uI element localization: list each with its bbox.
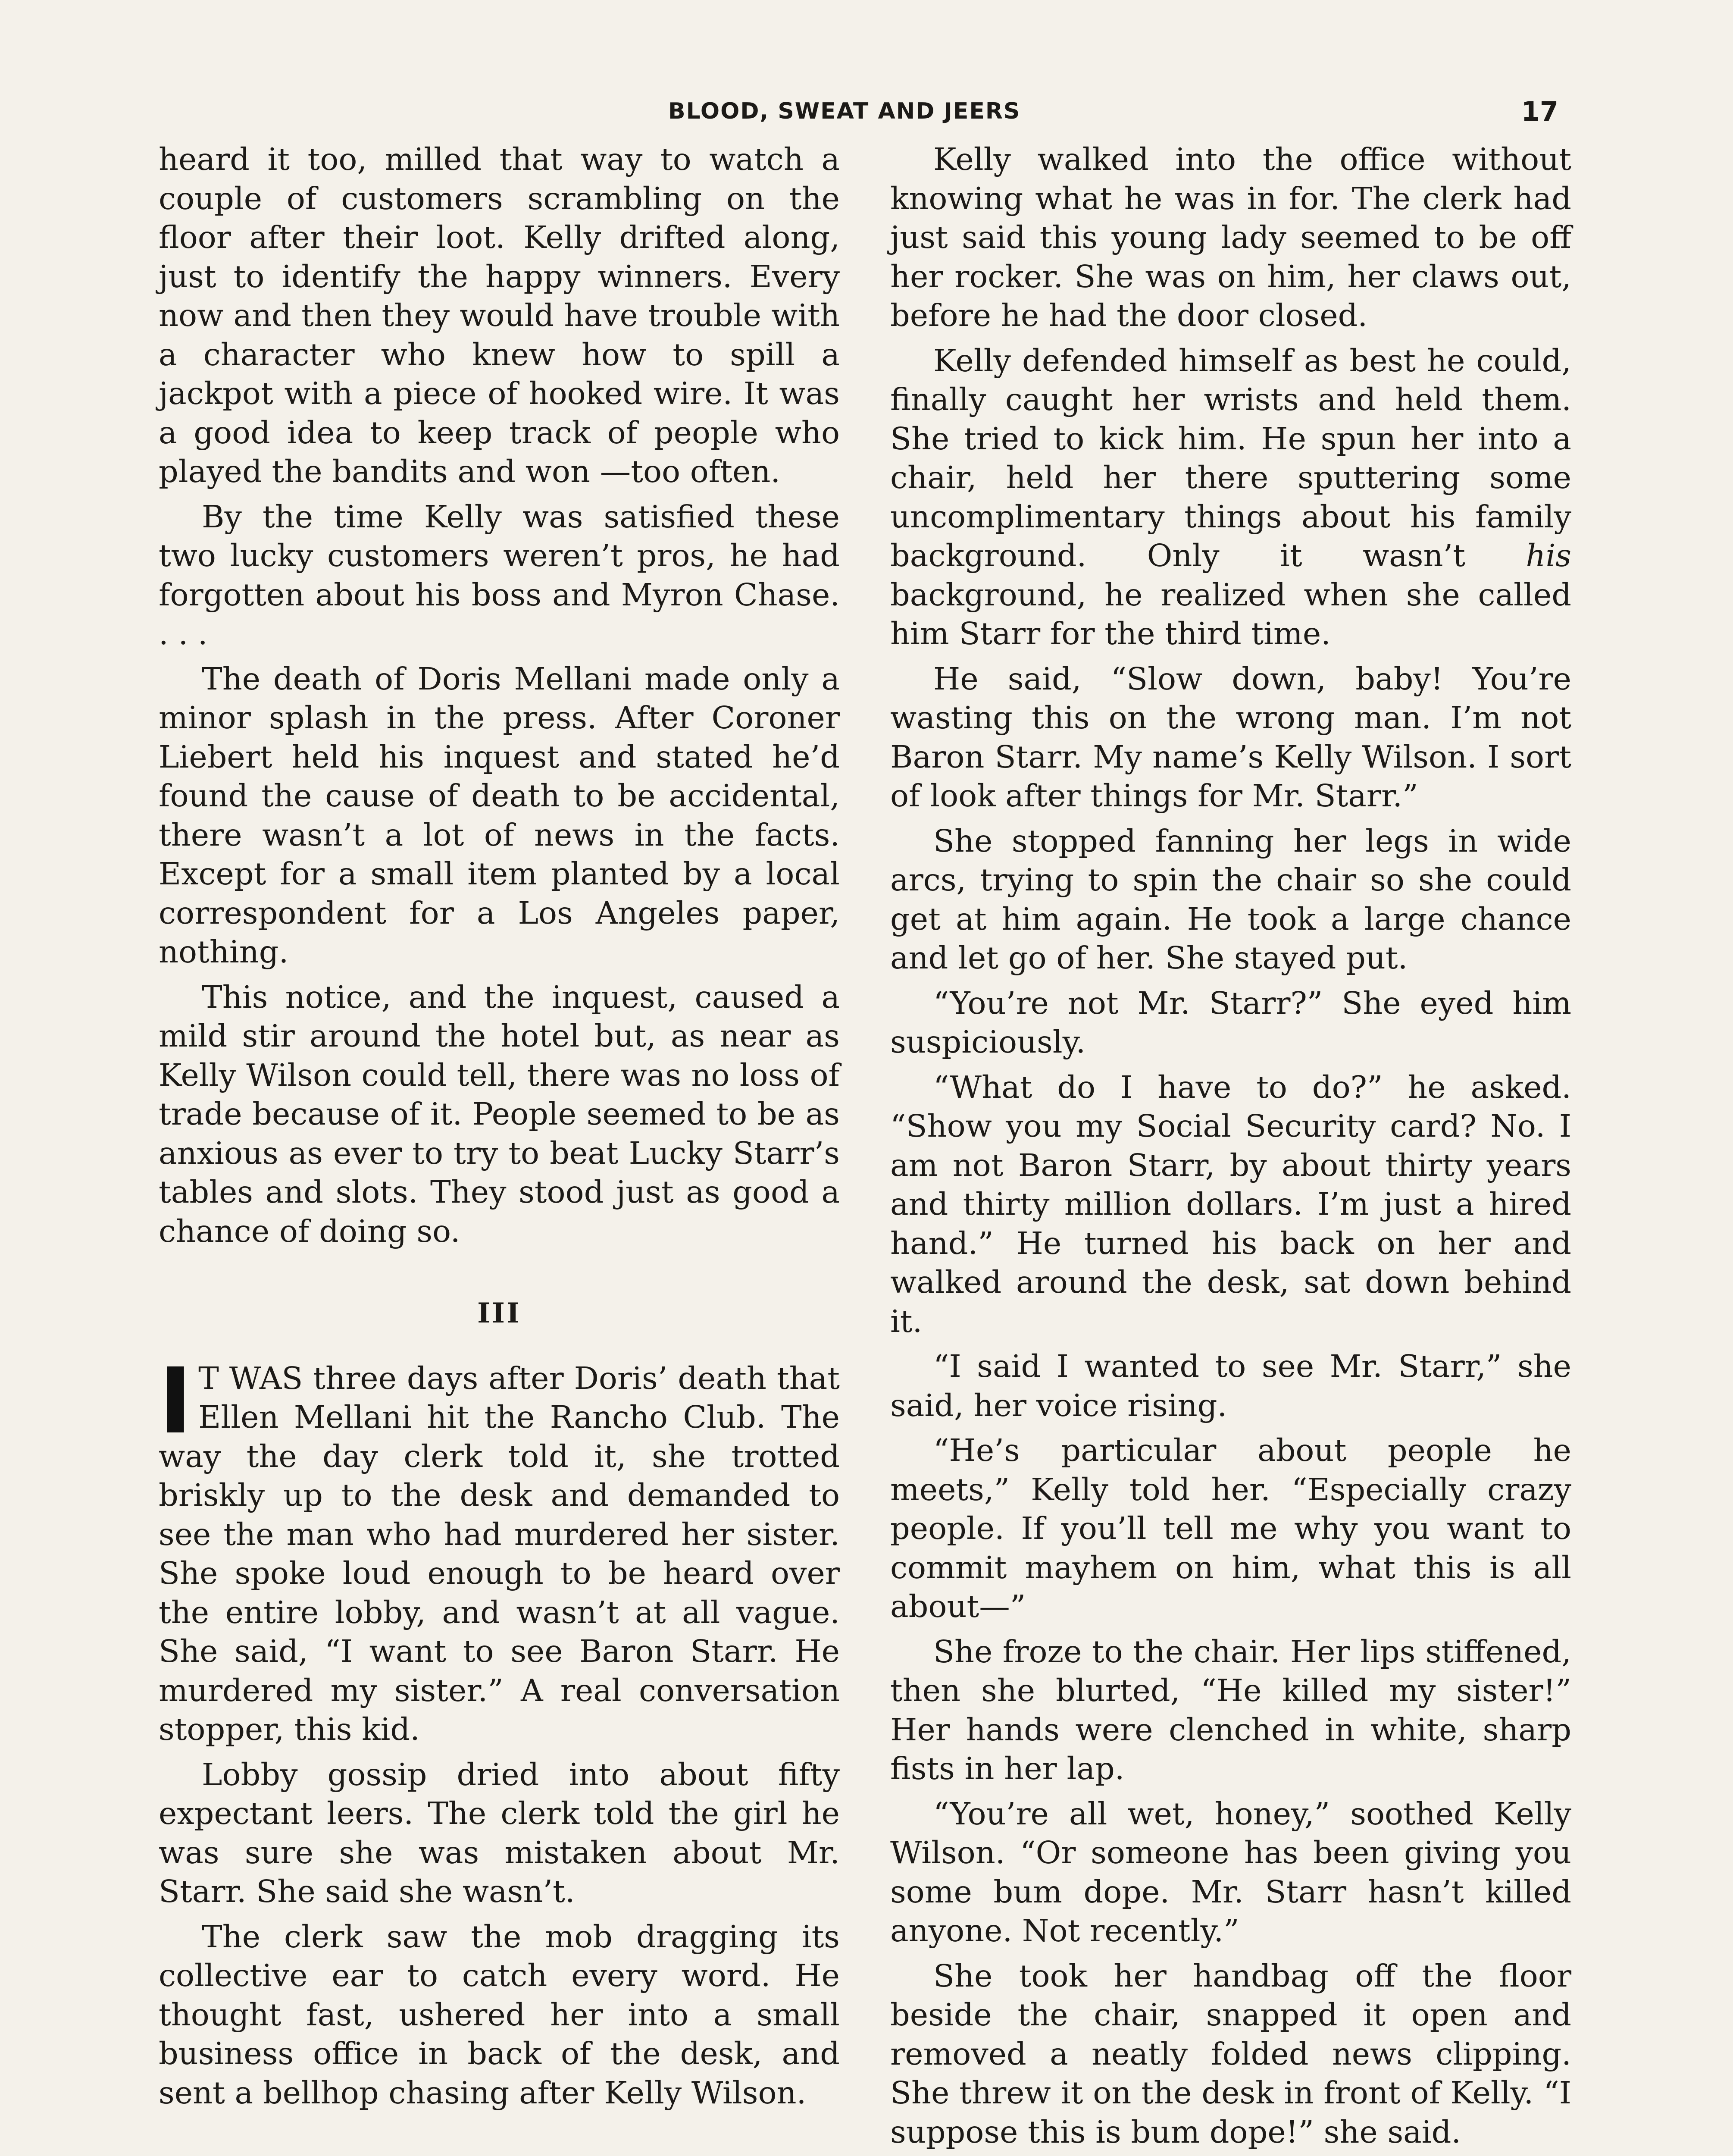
- paragraph: She froze to the chair. Her lips stiffened, then she blurted, “He killed my sister!” Her hands were clenched in white, sharp fists in her lap.: [890, 1633, 1571, 1786]
- paragraph: Kelly walked into the office without knowing what he was in for. The clerk had just said this young lady seemed to be off her rocker. She was on him, her claws out, before he had the door closed.: [890, 141, 1571, 333]
- right-column: [890, 140, 1571, 2156]
- section-heading: III: [477, 1297, 521, 1329]
- page-number: 17: [1521, 96, 1558, 127]
- paragraph: “What do I have to do?” he asked. “Show you my Social Security card? No. I am not Baron Starr, by about thirty years and thirty million dollars. I’m just a hired hand.” He turned his back on her and walked around the desk, sat down behind it.: [890, 1069, 1571, 1339]
- drop-cap: I: [159, 1348, 193, 1454]
- paragraph: The clerk saw the mob dragging its collective ear to catch every word. He thought fast, ushered her into a small business office in back of the desk, and sent a bellhop chasing after Kelly Wilson.: [159, 1918, 840, 2111]
- paragraph: “He’s particular about people he meets,” Kelly told her. “Especially crazy people. If you’ll tell me why you want to commit mayhem on him, what this is all about—”: [890, 1432, 1571, 1624]
- paragraph: “You’re not Mr. Starr?” She eyed him suspiciously.: [890, 985, 1571, 1060]
- page-header: [668, 98, 1558, 137]
- paragraph: [890, 342, 1571, 654]
- paragraph: He said, “Slow down, baby! You’re wasting this on the wrong man. I’m not Baron Starr. My name’s Kelly Wilson. I sort of look after things for Mr. Starr.”: [890, 661, 1571, 814]
- paragraph: She stopped fanning her legs in wide arcs, trying to spin the chair so she could get at him again. He took a large chance and let go of her. She stayed put.: [890, 823, 1571, 976]
- paragraph-text: background, he realized when she called him Starr for the third time.: [890, 577, 1571, 652]
- paragraph-text: T WAS three days after Doris’ death that Ellen Mellani hit the Rancho Club. The way the day clerk told it, she trotted briskly up to the desk and demanded to see the man who had murdered her sister. She spoke loud enough to be heard over the entire lobby, and wasn’t at all vague. She said, “I want to see Baron Starr. He murdered my sister.” A real conversation stopper, this kid.: [159, 1360, 840, 1747]
- running-title: BLOOD, SWEAT AND JEERS: [668, 98, 1021, 124]
- left-column: [159, 140, 840, 2118]
- paragraph: By the time Kelly was satisfied these two lucky customers weren’t pros, he had forgotten about his boss and Myron Chase. . . .: [159, 498, 840, 652]
- paragraph: heard it too, milled that way to watch a couple of customers scrambling on the floor after their loot. Kelly drifted along, just to identify the happy winners. Every now and then they would have trouble with a character who knew how to spill a jackpot with a piece of hooked wire. It was a good idea to keep track of people who played the bandits and won —too often.: [159, 141, 840, 489]
- paragraph: The death of Doris Mellani made only a minor splash in the press. After Coroner Liebert held his inquest and stated he’d found the cause of death to be accidental, there wasn’t a lot of news in the facts. Except for a small item planted by a local correspondent for a Los Angeles paper, nothing.: [159, 661, 840, 970]
- paragraph: She took her handbag off the floor beside the chair, snapped it open and removed a neatly folded news clipping. She threw it on the desk in front of Kelly. “I suppose this is bum dope!” she said.: [890, 1958, 1571, 2150]
- paragraph-text: Kelly defended himself as best he could, finally caught her wrists and held them. She tried to kick him. He spun her into a chair, held her there sputtering some uncomplimentary things about his family background. Only it wasn’t: [890, 342, 1571, 573]
- emphasis-text: his: [1526, 538, 1571, 573]
- paragraph: “You’re all wet, honey,” soothed Kelly Wilson. “Or someone has been giving you some bum dope. Mr. Starr hasn’t killed anyone. Not recently.”: [890, 1796, 1571, 1949]
- paragraph: “I said I wanted to see Mr. Starr,” she said, her voice rising.: [890, 1348, 1571, 1423]
- paragraph: Lobby gossip dried into about fifty expectant leers. The clerk told the girl he was sure she was mistaken about Mr. Starr. She said she wasn’t.: [159, 1756, 840, 1909]
- paragraph: This notice, and the inquest, caused a mild stir around the hotel but, as near as Kelly Wilson could tell, there was no loss of trade because of it. People seemed to be as anxious as ever to try to beat Lucky Starr’s tables and slots. They stood just as good a chance of doing so.: [159, 979, 840, 1249]
- paragraph-with-dropcap: [159, 1348, 840, 1749]
